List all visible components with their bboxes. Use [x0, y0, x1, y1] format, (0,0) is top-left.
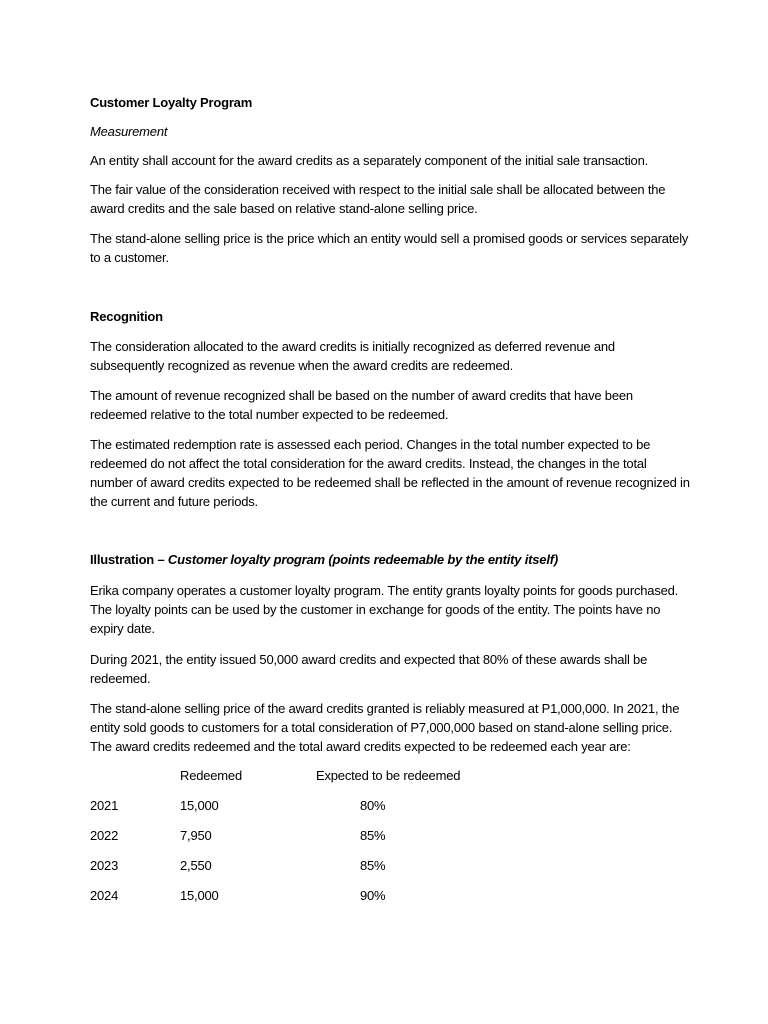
paragraph-measurement-2: The fair value of the consideration received with respect to the initial sale shall be allocated between the award credits and the sale based on relative stand-alone selling price. [90, 182, 666, 216]
table-header-expected: Expected to be redeemed [316, 768, 461, 783]
table-cell-year: 2023 [90, 858, 119, 873]
table-row [90, 856, 510, 886]
table-cell-redeemed: 2,550 [180, 858, 212, 873]
section-title-illustration [90, 550, 558, 569]
subsection-title-measurement: Measurement [90, 124, 168, 139]
table-cell-expected: 90% [360, 888, 386, 903]
paragraph-recognition-3: The estimated redemption rate is assessed each period. Changes in the total number expected to be redeemed do not affect the total consideration for the award credits. Instead, the changes in the total number of award credits expected to be redeemed shall be reflected in the amount of revenue recognized in the current and future periods. [90, 437, 690, 509]
table-cell-year: 2021 [90, 798, 119, 813]
paragraph-recognition-1: The consideration allocated to the award credits is initially recognized as deferred revenue and subsequently recognized as revenue when the award credits are redeemed. [90, 339, 615, 373]
paragraph-measurement-1: An entity shall account for the award credits as a separately component of the initial sale transaction. [90, 153, 649, 168]
illustration-title-italic: Customer loyalty program (points redeemable by the entity itself) [167, 552, 558, 567]
redemption-table [90, 766, 510, 916]
table-cell-redeemed: 15,000 [180, 888, 219, 903]
table-row [90, 796, 510, 826]
table-cell-year: 2022 [90, 828, 119, 843]
table-cell-redeemed: 7,950 [180, 828, 212, 843]
table-header-redeemed: Redeemed [180, 768, 242, 783]
table-cell-redeemed: 15,000 [180, 798, 219, 813]
table-cell-expected: 85% [360, 828, 386, 843]
paragraph-recognition-2: The amount of revenue recognized shall be based on the number of award credits that have been redeemed relative to the total number expected to be redeemed. [90, 388, 633, 422]
paragraph-illustration-1: Erika company operates a customer loyalty program. The entity grants loyalty points for goods purchased. The loyalty points can be used by the customer in exchange for goods of the entity. The points have no expiry date. [90, 583, 679, 636]
paragraph-illustration-2: During 2021, the entity issued 50,000 award credits and expected that 80% of these awards shall be redeemed. [90, 652, 648, 686]
table-row [90, 886, 510, 916]
illustration-title-prefix: Illustration – [90, 552, 168, 567]
table-cell-expected: 80% [360, 798, 386, 813]
section-title-customer-loyalty: Customer Loyalty Program [90, 95, 253, 110]
table-header-row [90, 766, 510, 796]
table-cell-expected: 85% [360, 858, 386, 873]
section-title-recognition: Recognition [90, 309, 163, 324]
table-row [90, 826, 510, 856]
paragraph-illustration-3: The stand-alone selling price of the award credits granted is reliably measured at P1,000,000. In 2021, the entity sold goods to customers for a total consideration of P7,000,000 based on stand-alone selling price. The award credits redeemed and the total award credits expected to be redeemed each year are: [90, 701, 680, 754]
table-cell-year: 2024 [90, 888, 119, 903]
paragraph-measurement-3: The stand-alone selling price is the price which an entity would sell a promised goods or services separately to a customer. [90, 231, 689, 265]
